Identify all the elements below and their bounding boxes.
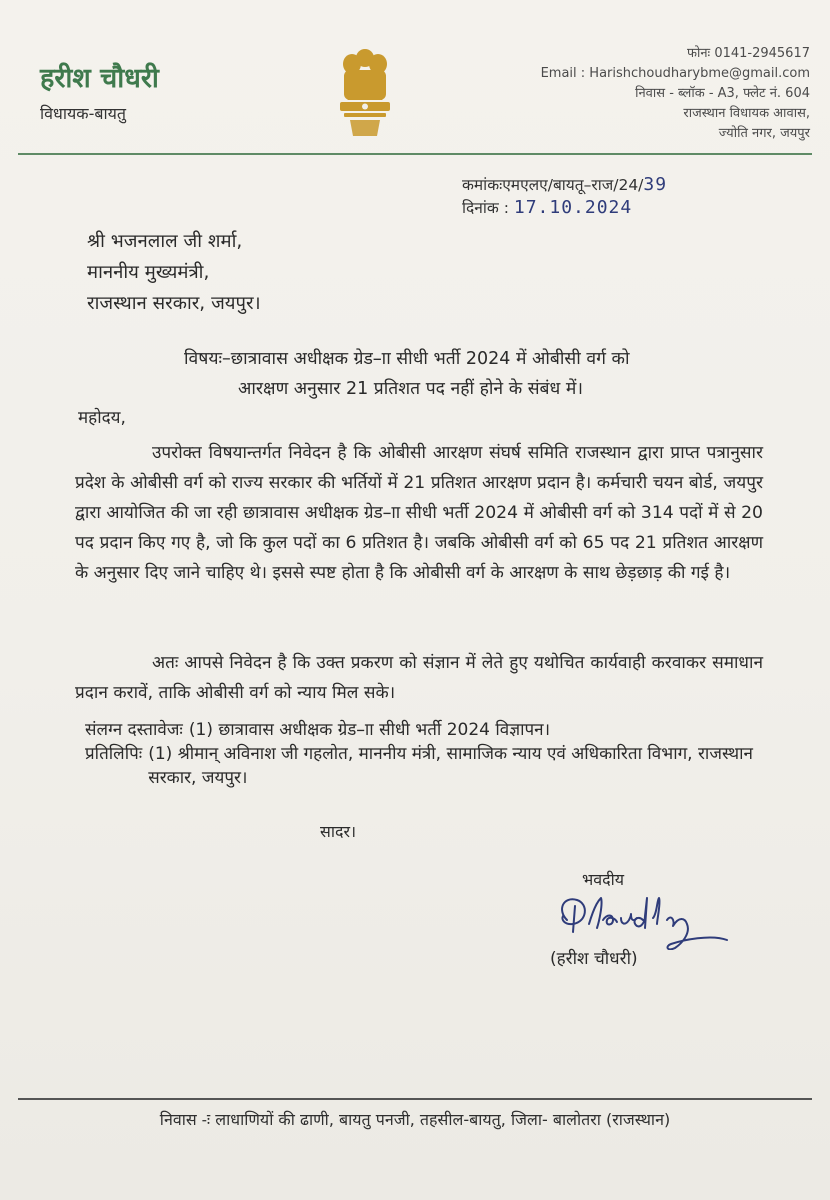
copy-to-row [85,742,775,790]
contact-block [541,44,810,144]
enclosure-and-copy [85,718,775,790]
reference-number [462,173,667,195]
recipient-line: राजस्थान सरकार, जयपुर। [87,293,261,314]
date-label: दिनांक : [462,199,509,217]
subject-line-2: आरक्षण अनुसार 21 प्रतिशत पद नहीं होने के संबंध में। [238,379,583,399]
enclosure-text: (1) छात्रावास अधीक्षक ग्रेड–ाा सीधी भर्ती 2024 विज्ञापन। [188,720,551,740]
letter-date [462,196,632,218]
email-text: Email : Harishchoudharybme@gmail.com [540,66,810,81]
footer-residence: निवास -ः लाधाणियों की ढाणी, बायतु पनजी, तहसील-बायतु, जिला- बालोतरा (राजस्थान) [159,1110,671,1129]
phone-text: फोनः 0141-2945617 [686,46,810,61]
salutation: महोदय, [78,408,126,428]
enclosure-row [85,718,775,742]
body-paragraph-1: उपरोक्त विषयान्तर्गत निवेदन है कि ओबीसी आरक्षण संघर्ष समिति राजस्थान द्वारा प्राप्त पत्रानुसार प्रदेश के ओबीसी वर्ग को राज्य सरकार की भर्तियों में 21 प्रतिशत आरक्षण प्रदान है। कर्मचारी चयन बोर्ड, जयपुर द्वारा आयोजित की जा रही छात्रावास अधीक्षक ग्रेड–ाा सीधी भर्ती 2024 में ओबीसी वर्ग को 314 पदों में से 20 पद प्रदान किए गए है, जो कि कुल पदों का 6 प्रतिशत है। जबकि ओबीसी वर्ग को 65 पद 21 प्रतिशत आरक्षण के अनुसार दिए जाने चाहिए थे। इससे स्पष्ट होता है कि ओबीसी वर्ग के आरक्षण के साथ छेड़छाड़ की गई है। [75,443,763,583]
subject-line-1: विषयः–छात्रावास अधीक्षक ग्रेड–ाा सीधी भर्ती 2024 में ओबीसी वर्ग को [184,349,630,369]
enclosure-label: संलग्न दस्तावेजः [85,720,183,740]
address-line: ज्योति नगर, जयपुर [718,126,810,141]
reference-label: कमांकःएमएलए/बायतू–राज/24/ [462,176,644,194]
footer-divider [18,1098,812,1100]
signature [545,890,735,950]
address-line: निवास - ब्लॉक - A3, फ्लेट नं. 604 [635,86,810,101]
sender-designation: विधायक-बायतु [40,104,127,123]
sender-name: हरीश चौधरी [40,63,159,94]
date-value: 17.10.2024 [513,197,633,218]
handwritten-reference-number: 39 [643,174,668,195]
address-line: राजस्थान विधायक आवास, [683,106,810,121]
signatory-name: (हरीश चौधरी) [550,949,638,969]
recipient-line: श्री भजनलाल जी शर्मा, [87,231,243,252]
recipient-address [87,226,261,319]
body-paragraph-2: अतः आपसे निवेदन है कि उक्त प्रकरण को संज्ञान में लेते हुए यथोचित कार्यवाही करवाकर समाधान प्रदान करावें, ताकि ओबीसी वर्ग को न्याय मिल सके। [75,653,763,703]
state-emblem-icon [330,42,400,142]
subject [184,344,774,404]
closing-sadar: सादर। [320,822,357,841]
header-divider [18,153,812,155]
copy-to-label: प्रतिलिपिः [85,744,143,764]
recipient-line: माननीय मुख्यमंत्री, [87,262,210,283]
closing-bhavdiya: भवदीय [582,870,625,889]
copy-to-text: (1) श्रीमान् अविनाश जी गहलोत, माननीय मंत्री, सामाजिक न्याय एवं अधिकारिता विभाग, राजस्थान सरकार, जयपुर। [148,744,753,788]
